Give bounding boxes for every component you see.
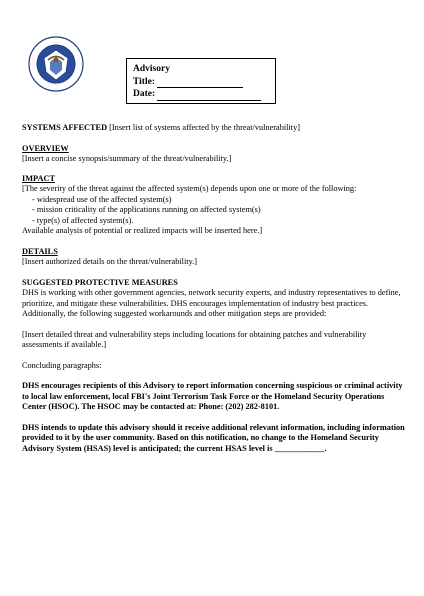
systems-affected-section	[22, 123, 406, 134]
impact-item: - type(s) of affected system(s).	[32, 215, 134, 225]
systems-affected-heading: SYSTEMS AFFECTED	[22, 123, 108, 132]
title-row	[133, 76, 275, 89]
impact-intro: [The severity of the threat against the affected system(s) depends upon one or more of the following:	[22, 184, 357, 193]
advisory-header-box	[126, 58, 276, 104]
measures-text: DHS is working with other government agencies, network security experts, and industry representatives to define, prioritize, and mitigate these vulnerabilities. DHS encourages implementation of industry best practices. Additionally, the following suggested workarounds and other mitigation steps are provided:	[22, 288, 401, 318]
details-section	[22, 247, 406, 268]
measures-heading: SUGGESTED PROTECTIVE MEASURES	[22, 277, 178, 287]
impact-item: - widespread use of the affected system(s)	[32, 194, 172, 204]
impact-section	[22, 174, 406, 237]
details-text: [Insert authorized details on the threat/vulnerability.]	[22, 257, 198, 266]
concluding-paragraph-1: DHS encourages recipients of this Advisory to report information concerning suspicious or criminal activity to local law enforcement, local FBI's Joint Terrorism Task Force or the Homeland Security Operations Center (HSOC). The HSOC may be contacted at: Phone: (202) 282-8101.	[22, 381, 403, 411]
impact-heading: IMPACT	[22, 173, 56, 183]
title-label: Title:	[133, 76, 155, 87]
measures-section	[22, 278, 406, 320]
overview-section	[22, 144, 406, 165]
date-blank	[157, 91, 261, 101]
systems-affected-text: [Insert list of systems affected by the threat/vulnerability]	[107, 123, 301, 132]
document-body	[22, 123, 406, 464]
date-label: Date:	[133, 89, 156, 99]
overview-heading: OVERVIEW	[22, 143, 69, 153]
impact-item: - mission criticality of the applications running on affected system(s)	[32, 205, 261, 214]
concluding-label: Concluding paragraphs:	[22, 360, 102, 370]
concluding-paragraph-2: DHS intends to update this advisory should it receive additional relevant information, including information provided to it by the user community. Based on this notification, no change to the Homeland Security Advisory System (HSAS) level is anticipated; the current HSAS level is ____________.	[22, 422, 405, 453]
details-heading: DETAILS	[22, 246, 58, 256]
title-blank	[157, 78, 243, 88]
overview-text: [Insert a concise synopsis/summary of the threat/vulnerability.]	[22, 154, 232, 163]
impact-outro: Available analysis of potential or realized impacts will be inserted here.]	[22, 226, 263, 235]
advisory-label: Advisory	[133, 64, 170, 74]
measures-insert: [Insert detailed threat and vulnerability steps including locations for obtaining patches and vulnerability assessments if available.]	[22, 329, 367, 349]
impact-list	[22, 195, 406, 227]
dhs-seal-logo	[28, 36, 84, 92]
date-row	[133, 88, 275, 101]
